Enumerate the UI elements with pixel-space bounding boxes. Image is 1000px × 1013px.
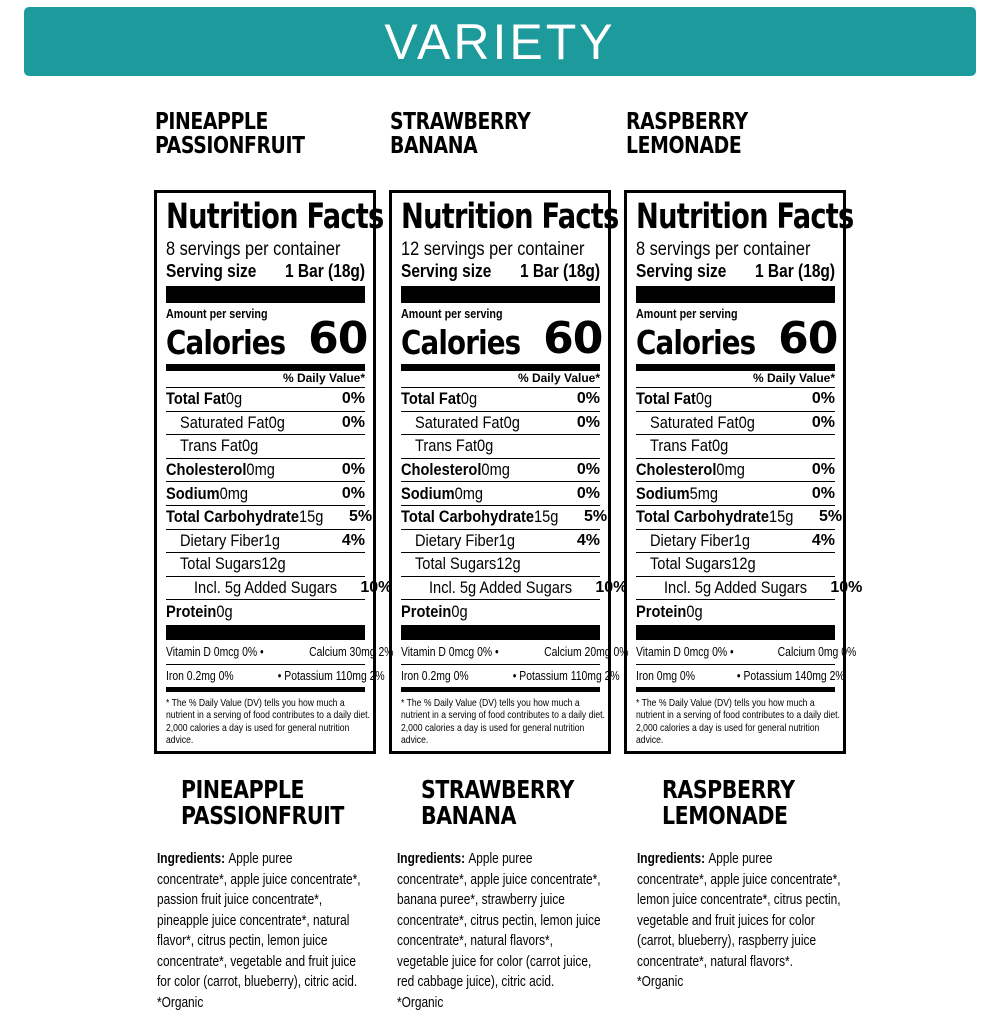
nutrient-row-sodium: [636, 482, 835, 506]
calories-label: Calories: [636, 325, 755, 361]
nutrient-amount: 0g: [504, 413, 520, 432]
nutrient-name: Dietary Fiber: [650, 531, 734, 550]
nutrition-facts-title: Nutrition Facts: [166, 197, 369, 237]
mineral-row: [166, 665, 365, 692]
nutrient-daily-value: 0%: [812, 485, 835, 503]
nutrient-name: Total Fat: [636, 389, 696, 408]
nutrient-name: Sodium: [636, 484, 690, 503]
divider-bar: [401, 364, 600, 371]
nutrient-name: Cholesterol: [401, 460, 481, 479]
serving-size-value: 1 Bar (18g): [520, 261, 600, 281]
nutrient-name: Trans Fat: [415, 436, 477, 455]
nutrient-row-added-sugars: [401, 577, 600, 601]
nutrient-name: Dietary Fiber: [180, 531, 264, 550]
nutrient-row-trans-fat: [636, 435, 835, 459]
calories-row: [636, 321, 835, 361]
nutrient-daily-value: 0%: [577, 485, 600, 503]
serving-size-label: Serving size: [636, 261, 726, 281]
nutrient-name: Total Sugars: [180, 554, 261, 573]
calcium: Calcium 20mg 0%: [544, 644, 628, 659]
nutrient-name: Total Fat: [166, 389, 226, 408]
nutrient-daily-value: 0%: [342, 414, 365, 432]
serving-size-value: 1 Bar (18g): [755, 261, 835, 281]
calories-value: 60: [543, 317, 602, 361]
calories-label: Calories: [401, 325, 520, 361]
divider-bar: [166, 364, 365, 371]
serving-size-row: [636, 261, 835, 281]
nutrient-row-cholesterol: [166, 459, 365, 483]
vitamin-d: Vitamin D 0mcg 0% •: [401, 644, 499, 659]
nutrient-name: Saturated Fat: [180, 413, 269, 432]
nutrient-amount: 0mg: [220, 484, 248, 503]
nutrient-name: Total Carbohydrate: [401, 507, 534, 526]
nutrient-amount: 0g: [739, 413, 755, 432]
nutrient-name: Sodium: [401, 484, 455, 503]
nutrient-row-fiber: [166, 530, 365, 554]
nutrient-name: Cholesterol: [166, 460, 246, 479]
calcium: Calcium 30mg 2%: [309, 644, 393, 659]
nutrient-name: Saturated Fat: [415, 413, 504, 432]
nutrient-amount: 0g: [451, 602, 467, 621]
nutrient-name: Protein: [166, 602, 216, 621]
ingredients-label: Ingredients:: [637, 851, 708, 867]
nutrient-name: Saturated Fat: [650, 413, 739, 432]
nutrient-name: Trans Fat: [650, 436, 712, 455]
potassium: • Potassium 140mg 2%: [737, 668, 845, 683]
nutrient-name: Dietary Fiber: [415, 531, 499, 550]
added-sugars-text: Incl. 5g Added Sugars: [429, 578, 572, 598]
calories-row: [166, 321, 365, 361]
nutrient-row-added-sugars: [166, 577, 365, 601]
nutrient-amount: 0g: [686, 602, 702, 621]
calories-label: Calories: [166, 325, 285, 361]
nutrient-daily-value: 4%: [342, 532, 365, 550]
added-sugars-text: Incl. 5g Added Sugars: [664, 578, 807, 598]
nutrient-row-total-fat: [166, 388, 365, 412]
serving-size-label: Serving size: [401, 261, 491, 281]
divider-bar: [636, 286, 835, 303]
flavor-title-bottom: PINEAPPLE PASSIONFRUIT: [181, 777, 344, 829]
iron: Iron 0.2mg 0%: [166, 668, 234, 683]
nutrient-amount: 12g: [731, 554, 755, 573]
calories-value: 60: [308, 317, 367, 361]
nutrient-daily-value: 4%: [812, 532, 835, 550]
nutrient-row-sodium: [401, 482, 600, 506]
servings-per-container: 8 servings per container: [636, 240, 807, 260]
nutrient-amount: 1g: [264, 531, 280, 550]
nutrition-facts-label: [389, 190, 611, 754]
nutrient-amount: 0g: [269, 413, 285, 432]
daily-value-footnote: * The % Daily Value (DV) tells you how much a nutrient in a serving of food contributes to a daily diet. 2,000 calories a day is used for general nutrition advice.: [401, 697, 606, 747]
nutrient-row-total-carb: [166, 506, 365, 530]
nutrient-amount: 0g: [226, 389, 242, 408]
nutrient-amount: 0mg: [716, 460, 744, 479]
nutrient-row-sodium: [166, 482, 365, 506]
nutrient-row-total-carb: [401, 506, 600, 530]
nutrient-row-protein: [636, 600, 835, 624]
divider-bar: [166, 286, 365, 303]
nutrient-row-protein: [401, 600, 600, 624]
nutrient-daily-value: 0%: [342, 461, 365, 479]
nutrient-row-sugars: [166, 553, 365, 577]
calories-value: 60: [778, 317, 837, 361]
nutrient-amount: 15g: [299, 507, 323, 526]
nutrient-amount: 0g: [712, 436, 728, 455]
nutrient-row-total-fat: [636, 388, 835, 412]
amount-per-serving: Amount per serving: [636, 307, 807, 321]
vitamin-row: [166, 640, 365, 665]
nutrient-daily-value: 10%: [360, 579, 392, 597]
banner-title: VARIETY: [384, 13, 615, 71]
nutrition-facts-title: Nutrition Facts: [401, 197, 604, 237]
flavor-title-top: STRAWBERRY BANANA: [390, 110, 530, 158]
nutrient-amount: 1g: [734, 531, 750, 550]
nutrient-amount: 12g: [261, 554, 285, 573]
divider-bar: [166, 625, 365, 640]
nutrient-daily-value: 0%: [812, 414, 835, 432]
nutrient-name: Protein: [401, 602, 451, 621]
nutrient-daily-value: 0%: [577, 390, 600, 408]
organic-note: *Organic: [397, 993, 602, 1013]
divider-bar: [636, 625, 835, 640]
nutrient-amount: 0g: [242, 436, 258, 455]
calories-row: [401, 321, 600, 361]
vitamin-d: Vitamin D 0mcg 0% •: [166, 644, 264, 659]
nutrient-daily-value: 0%: [812, 461, 835, 479]
nutrient-name: Total Carbohydrate: [636, 507, 769, 526]
nutrient-amount: 0mg: [481, 460, 509, 479]
vitamin-row: [636, 640, 835, 665]
nutrient-amount: 0g: [477, 436, 493, 455]
ingredients-block: [157, 849, 362, 1013]
ingredients-block: [397, 849, 602, 1013]
iron: Iron 0.2mg 0%: [401, 668, 469, 683]
nutrient-row-sugars: [401, 553, 600, 577]
nutrient-row-total-fat: [401, 388, 600, 412]
amount-per-serving: Amount per serving: [401, 307, 572, 321]
nutrient-daily-value: 10%: [830, 579, 862, 597]
daily-value-header: % Daily Value*: [401, 371, 600, 388]
nutrient-daily-value: 0%: [577, 461, 600, 479]
nutrient-row-cholesterol: [401, 459, 600, 483]
vitamin-d: Vitamin D 0mcg 0% •: [636, 644, 734, 659]
nutrient-daily-value: 0%: [342, 390, 365, 408]
ingredients-text: Apple puree concentrate*, apple juice concentrate*, lemon juice concentrate*, citrus pectin, vegetable and fruit juices for color (carrot, blueberry), raspberry juice concentrate*, natural flavors*.: [637, 851, 841, 970]
nutrient-name: Trans Fat: [180, 436, 242, 455]
nutrient-amount: 0mg: [455, 484, 483, 503]
nutrient-daily-value: 5%: [584, 508, 607, 526]
organic-note: *Organic: [637, 972, 842, 993]
variety-banner: [24, 7, 976, 76]
vitamin-row: [401, 640, 600, 665]
mineral-row: [636, 665, 835, 692]
nutrient-row-added-sugars: [636, 577, 835, 601]
divider-bar: [636, 364, 835, 371]
potassium: • Potassium 110mg 2%: [512, 668, 619, 683]
calcium: Calcium 0mg 0%: [778, 644, 857, 659]
added-sugars-text: Incl. 5g Added Sugars: [194, 578, 337, 598]
nutrition-facts-title: Nutrition Facts: [636, 197, 839, 237]
ingredients-text: Apple puree concentrate*, apple juice concentrate*, banana puree*, strawberry juice concentrate*, citrus pectin, lemon juice concentrate*, natural flavors*, vegetable juice for color (carrot juice, red cabbage juice), citric acid.: [397, 851, 601, 990]
nutrient-name: Total Carbohydrate: [166, 507, 299, 526]
daily-value-header: % Daily Value*: [166, 371, 365, 388]
nutrient-name: Total Sugars: [650, 554, 731, 573]
ingredients-text: Apple puree concentrate*, apple juice concentrate*, passion fruit juice concentrate*, pineapple juice concentrate*, natural flavor*, citrus pectin, lemon juice concentrate*, vegetable and fruit juice for color (carrot, blueberry), citric acid.: [157, 851, 361, 990]
nutrient-row-fiber: [636, 530, 835, 554]
nutrient-amount: 0g: [696, 389, 712, 408]
nutrient-row-fiber: [401, 530, 600, 554]
flavor-title-bottom: RASPBERRY LEMONADE: [662, 777, 795, 829]
nutrition-facts-label: [154, 190, 376, 754]
nutrient-amount: 5mg: [690, 484, 718, 503]
flavor-title-top: RASPBERRY LEMONADE: [626, 110, 748, 158]
nutrient-name: Sodium: [166, 484, 220, 503]
ingredients-label: Ingredients:: [397, 851, 468, 867]
nutrient-daily-value: 5%: [819, 508, 842, 526]
nutrient-daily-value: 0%: [812, 390, 835, 408]
nutrient-row-saturated-fat: [166, 412, 365, 436]
nutrient-row-total-carb: [636, 506, 835, 530]
ingredients-block: [637, 849, 842, 993]
serving-size-label: Serving size: [166, 261, 256, 281]
flavor-title-bottom: STRAWBERRY BANANA: [421, 777, 574, 829]
nutrient-name: Protein: [636, 602, 686, 621]
nutrient-amount: 15g: [534, 507, 558, 526]
serving-size-row: [401, 261, 600, 281]
daily-value-header: % Daily Value*: [636, 371, 835, 388]
nutrient-row-trans-fat: [166, 435, 365, 459]
nutrient-amount: 0mg: [246, 460, 274, 479]
mineral-row: [401, 665, 600, 692]
potassium: • Potassium 110mg 2%: [277, 668, 384, 683]
serving-size-row: [166, 261, 365, 281]
nutrient-row-saturated-fat: [636, 412, 835, 436]
daily-value-footnote: * The % Daily Value (DV) tells you how much a nutrient in a serving of food contributes to a daily diet. 2,000 calories a day is used for general nutrition advice.: [166, 697, 371, 747]
nutrient-daily-value: 0%: [342, 485, 365, 503]
ingredients-label: Ingredients:: [157, 851, 228, 867]
amount-per-serving: Amount per serving: [166, 307, 337, 321]
nutrient-name: Cholesterol: [636, 460, 716, 479]
servings-per-container: 8 servings per container: [166, 240, 337, 260]
organic-note: *Organic: [157, 993, 362, 1013]
nutrient-daily-value: 4%: [577, 532, 600, 550]
nutrient-row-saturated-fat: [401, 412, 600, 436]
daily-value-footnote: * The % Daily Value (DV) tells you how much a nutrient in a serving of food contributes to a daily diet. 2,000 calories a day is used for general nutrition advice.: [636, 697, 841, 747]
nutrition-facts-label: [624, 190, 846, 754]
nutrient-row-trans-fat: [401, 435, 600, 459]
iron: Iron 0mg 0%: [636, 668, 695, 683]
serving-size-value: 1 Bar (18g): [285, 261, 365, 281]
nutrient-row-sugars: [636, 553, 835, 577]
nutrient-row-protein: [166, 600, 365, 624]
nutrient-name: Total Sugars: [415, 554, 496, 573]
nutrient-daily-value: 5%: [349, 508, 372, 526]
divider-bar: [401, 625, 600, 640]
servings-per-container: 12 servings per container: [401, 240, 572, 260]
nutrient-amount: 15g: [769, 507, 793, 526]
nutrient-name: Total Fat: [401, 389, 461, 408]
nutrient-amount: 1g: [499, 531, 515, 550]
nutrient-amount: 0g: [461, 389, 477, 408]
nutrient-amount: 0g: [216, 602, 232, 621]
nutrient-daily-value: 0%: [577, 414, 600, 432]
nutrient-amount: 12g: [496, 554, 520, 573]
nutrient-row-cholesterol: [636, 459, 835, 483]
flavor-title-top: PINEAPPLE PASSIONFRUIT: [155, 110, 305, 158]
nutrient-daily-value: 10%: [595, 579, 627, 597]
divider-bar: [401, 286, 600, 303]
